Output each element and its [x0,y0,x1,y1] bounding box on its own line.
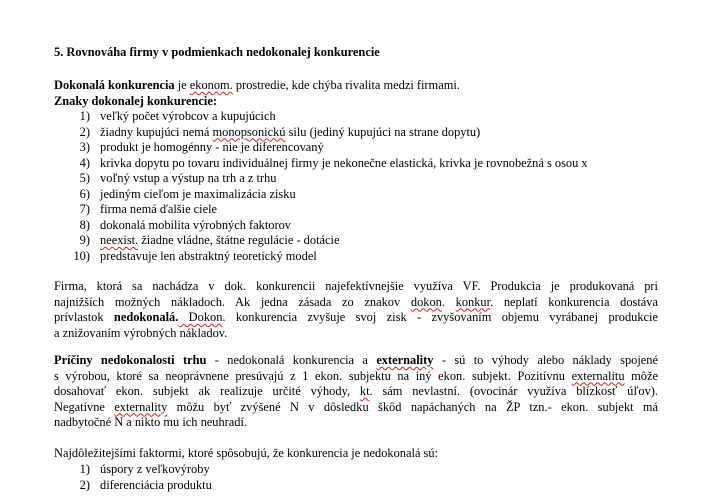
paragraph-line [54,295,658,311]
definition-line [54,78,460,94]
list-item-text: úspory z veľkovýroby [100,462,210,476]
text-span: dosahovať ekon. subjekt ak realizuje určité výhody, [54,384,360,398]
spellcheck-word: kt [359,384,370,398]
text-span: . sám nevlastní. (ovocinár využíva blízkosť úľov). [369,384,658,398]
list-item-text: jediným cieľom je maximalizácia zisku [100,186,296,201]
list-item-text: dokonalá mobilita výrobných faktorov [100,217,291,232]
text-span: . [441,294,456,309]
text-span: môžu byť zvýšené N v dôsledku škôd napáchaných na ŽP tzn.- ekon. subjekt má [167,399,658,414]
text-span: - sú to výhody alebo náklady spojené [433,353,658,367]
section-heading: 5. Rovnováha firmy v podmienkach nedokonalej konkurencie [54,45,380,59]
list-number: 10) [73,248,90,263]
list-item-text: predstavuje len abstraktný teoretický model [100,248,317,263]
paragraph-line: nadbytočné N a nikto mu ich neuhradí. [54,415,248,429]
text-span: silu (jediný kupujúci na strane dopytu) [285,124,481,139]
bold-phrase: Príčiny nedokonalosti trhu [54,353,207,367]
list-number: 5) [79,171,90,185]
bold-word: nedokonalá. [113,310,179,324]
list-item-text: veľký počet výrobcov a kupujúcich [100,109,276,123]
spellcheck-word: externality [376,353,434,367]
list-number: 1) [79,109,90,123]
text-span: . konkurencia zvyšuje svoj zisk - zvyšovaním objemu vyrábanej produkcie [222,310,659,324]
list-item-text [100,125,480,141]
list-title-text: Znaky dokonalej konkurencie: [54,93,217,108]
spellcheck-word: neexist. [100,233,139,247]
text-span: . neplatí konkurencia dostáva [490,294,658,309]
paragraph-line [54,384,658,400]
list-number: 4) [79,155,90,170]
spellcheck-word: ekonom. [189,78,233,92]
paragraph-line: a znižovaním výrobných nákladov. [54,325,228,340]
text-span: s výrobou, ktoré sa neoprávnene presúvajú z 1 ekon. subjektu na iný ekon. subjekt. Pozitívnu [54,368,572,383]
spellcheck-word: Dokon [178,310,223,324]
text-span: Negatívne [54,399,115,414]
paragraph-causes [54,353,658,431]
text-span: - nedokonalá konkurencia a [206,353,377,367]
term-bold: Dokonalá konkurencia [54,78,175,92]
list-item-text: firma nemá ďalšie ciele [100,202,218,216]
spellcheck-word: externality [114,399,168,414]
text-span: najnižších možných nákladoch. Ak jedna zásada zo znakov [54,294,411,309]
paragraph-line [54,400,658,416]
list-item-text: krivka dopytu po tovaru individuálnej firmy je nekonečne elastická, krivka je rovnobežná s osou x [100,155,588,170]
definition-paragraph [54,78,460,109]
list-number: 1) [79,462,90,476]
list-title [54,94,460,110]
paragraph-line [54,369,658,385]
list-item-text: voľný vstup a výstup na trh a z trhu [100,171,277,185]
text-span: je [174,78,190,92]
paragraph-line [54,310,658,326]
text-span: môže [624,368,658,383]
text-span: žiadny kupujúci nemá [100,124,213,139]
text-span: prostredie, kde chýba rivalita medzi firmami. [232,78,460,92]
list-number: 7) [79,202,90,216]
paragraph-line: Firma, ktorá sa nachádza v dok. konkurencii najefektívnejšie využíva VF. Produkcia je produkovaná pri [54,279,658,293]
spellcheck-word: konkur [455,294,491,309]
paragraph-efficiency [54,279,658,341]
list-number: 9) [79,233,90,247]
list-number: 2) [79,477,90,492]
spellcheck-word: monopsonickú [212,124,286,139]
text-span: prívlastok [54,310,114,324]
factors-intro: Najdôležitejšími faktormi, ktoré spôsobujú, že konkurencia je nedokonalá sú: [54,446,439,460]
spellcheck-word: externalitu [571,368,625,383]
spellcheck-word: dokon [410,294,442,309]
list-item-text: diferenciácia produktu [100,477,212,492]
list-number: 3) [79,140,90,154]
list-item-text [100,233,339,249]
paragraph-line [54,353,658,369]
list-number: 2) [79,124,90,139]
list-number: 8) [79,217,90,232]
list-item-text: produkt je homogénny - nie je diferencovaný [100,140,324,154]
list-number: 6) [79,186,90,201]
text-span: žiadne vládne, štátne regulácie - dotácie [138,233,340,247]
